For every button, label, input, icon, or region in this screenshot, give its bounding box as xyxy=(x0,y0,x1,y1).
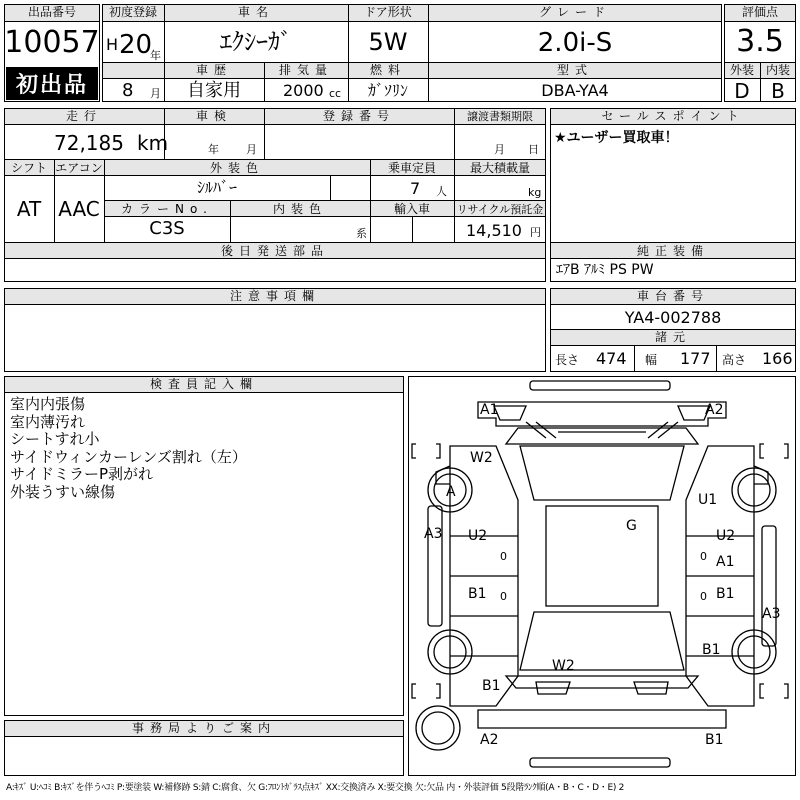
int-color-label: 内装色 xyxy=(272,202,327,216)
aircon-label: エアコン xyxy=(55,161,103,175)
car-diagram xyxy=(408,376,796,776)
exterior-score: D xyxy=(734,79,750,103)
mileage-label: 走行 xyxy=(65,109,102,123)
recycle-label: リサイクル預託金 xyxy=(456,203,544,216)
first-reg-month: 8 xyxy=(122,80,134,101)
history-label: 車歴 xyxy=(195,63,232,77)
damage-glass: G xyxy=(626,518,637,534)
ext-color-label: 外装色 xyxy=(209,161,264,175)
length-label: 長さ xyxy=(555,353,580,367)
width-label: 幅 xyxy=(645,353,658,367)
transfer-day-unit: 日 xyxy=(528,143,539,156)
note-item: サイドミラーP剥がれ xyxy=(10,465,153,483)
note-item: 室内薄汚れ xyxy=(10,412,86,431)
note-item: 外装うすい線傷 xyxy=(10,482,116,501)
office-notice-label: 事務局よりご案内 xyxy=(131,721,276,735)
color-no: C3S xyxy=(149,218,185,239)
length: 474 xyxy=(596,349,627,368)
displacement: 2000 xyxy=(283,81,324,100)
damage-b1-right-low: B1 xyxy=(702,642,721,658)
damage-a3-left: A3 xyxy=(424,526,443,542)
damage-u1-right: U1 xyxy=(698,492,718,508)
note-item: サイドウィンカーレンズ割れ（左） xyxy=(10,447,247,466)
capacity-label: 乗車定員 xyxy=(387,161,436,175)
exterior-score-label: 外装 xyxy=(729,63,754,77)
interior-score: B xyxy=(771,79,785,103)
history: 自家用 xyxy=(187,80,241,101)
score: 3.5 xyxy=(736,24,784,59)
legend: A:ｷｽﾞ U:ﾍｺﾐ B:ｷｽﾞを伴うﾍｺﾐ P:要塗装 W:補修跡 S:錆 C:腐食、欠 G:ﾌﾛﾝﾄｶﾞﾗｽ点ｷｽﾞ XX:交換済み X:要交換 欠:欠品 内・外装評価 5段階ﾗﾝｸ順(A・B・C・D・E) 2 xyxy=(6,783,625,793)
damage-u2-right: U2 xyxy=(716,528,736,544)
first-reg-year: 20 xyxy=(119,30,153,60)
inspection-label: 車検 xyxy=(195,109,232,123)
damage-b1-left-low: B1 xyxy=(482,678,501,694)
chassis-no: YA4-002788 xyxy=(624,308,722,327)
import-label: 輸入車 xyxy=(393,202,430,216)
zero-mark: 0 xyxy=(500,550,507,563)
chassis-no-label: 車台番号 xyxy=(636,289,709,303)
fuel: ｶﾞｿﾘﾝ xyxy=(367,81,408,100)
shift: AT xyxy=(16,197,42,221)
aircon: AAC xyxy=(58,197,100,221)
damage-a1-right: A1 xyxy=(716,554,735,570)
zero-mark: 0 xyxy=(700,590,707,603)
inspector-label: 検査員記入欄 xyxy=(149,377,258,391)
damage-front-left: A1 xyxy=(480,402,499,418)
damage-rear-right: B1 xyxy=(705,732,724,748)
width: 177 xyxy=(680,349,711,368)
inspection-month-unit: 月 xyxy=(246,143,257,156)
first-listing-badge: 初出品 xyxy=(6,67,98,100)
inspector-notes xyxy=(10,396,247,501)
sales-point-label: セールスポイント xyxy=(601,109,745,123)
model-code: DBA-YA4 xyxy=(541,81,609,100)
mileage: 72,185 xyxy=(54,131,124,155)
note-item: シートすれ小 xyxy=(10,430,100,448)
damage-wheel-front-left: A xyxy=(446,484,456,500)
fuel-label: 燃料 xyxy=(369,63,406,77)
score-label: 評価点 xyxy=(741,5,778,19)
grade: 2.0i-S xyxy=(537,28,613,58)
capacity: 7 xyxy=(410,179,421,198)
transfer-month-unit: 月 xyxy=(494,143,505,156)
shift-label: シフト xyxy=(10,161,47,175)
km-unit: km xyxy=(137,131,169,155)
recycle-fee: 14,510 xyxy=(466,221,522,240)
zero-mark: 0 xyxy=(700,550,707,563)
max-load-label: 最大積載量 xyxy=(469,161,530,175)
ext-color: ｼﾙﾊﾞｰ xyxy=(196,178,237,197)
displacement-label: 排気量 xyxy=(278,63,333,77)
kei-unit: 系 xyxy=(356,227,367,240)
damage-b1-left-mid: B1 xyxy=(468,586,487,602)
caution-label: 注意事項欄 xyxy=(229,289,320,303)
damage-w2-rear: W2 xyxy=(552,658,575,674)
color-no-label: カラーNo. xyxy=(121,202,213,216)
first-reg-label: 初度登録 xyxy=(108,5,157,19)
dimensions-label: 諸元 xyxy=(654,330,691,344)
genuine-equip: ｴｱB ｱﾙﾐ PS PW xyxy=(556,262,654,278)
transfer-date-label: 譲渡書類期限 xyxy=(467,110,533,123)
door-type: 5W xyxy=(368,28,408,56)
note-item: 室内内張傷 xyxy=(10,395,86,413)
door-label: ドア形状 xyxy=(364,5,412,19)
kg-unit: kg xyxy=(528,186,542,199)
persons-unit: 人 xyxy=(436,185,447,198)
yen-unit: 円 xyxy=(530,226,541,239)
model-code-label: 型式 xyxy=(556,63,593,77)
genuine-equip-label: 純正装備 xyxy=(636,244,709,258)
damage-w2-top: W2 xyxy=(470,450,493,466)
damage-rear-left: A2 xyxy=(480,732,499,748)
sales-point: ★ユーザー買取車！ xyxy=(554,130,679,146)
lot-number: 10057 xyxy=(4,25,100,60)
model-name-label: 車名 xyxy=(237,5,274,19)
damage-u2-left: U2 xyxy=(468,528,488,544)
interior-score-label: 内装 xyxy=(765,63,790,77)
height: 166 xyxy=(762,349,793,368)
damage-front-right: A2 xyxy=(705,402,724,418)
model-name: ｴｸｼｰｶﾞ xyxy=(220,28,292,56)
inspection-year-unit: 年 xyxy=(208,143,219,156)
month-unit: 月 xyxy=(150,87,161,100)
damage-b1-right-mid: B1 xyxy=(716,586,735,602)
first-reg-era: H xyxy=(106,35,119,54)
height-label: 高さ xyxy=(722,353,747,367)
zero-mark: 0 xyxy=(500,590,507,603)
reg-no-label: 登録番号 xyxy=(322,109,395,123)
damage-a3-right: A3 xyxy=(762,606,781,622)
lot-number-label: 出品番号 xyxy=(27,5,76,19)
cc-unit: cc xyxy=(329,87,342,100)
later-parts-label: 後日発送部品 xyxy=(220,244,329,258)
year-unit: 年 xyxy=(150,49,161,62)
grade-label: グレード xyxy=(538,5,611,19)
